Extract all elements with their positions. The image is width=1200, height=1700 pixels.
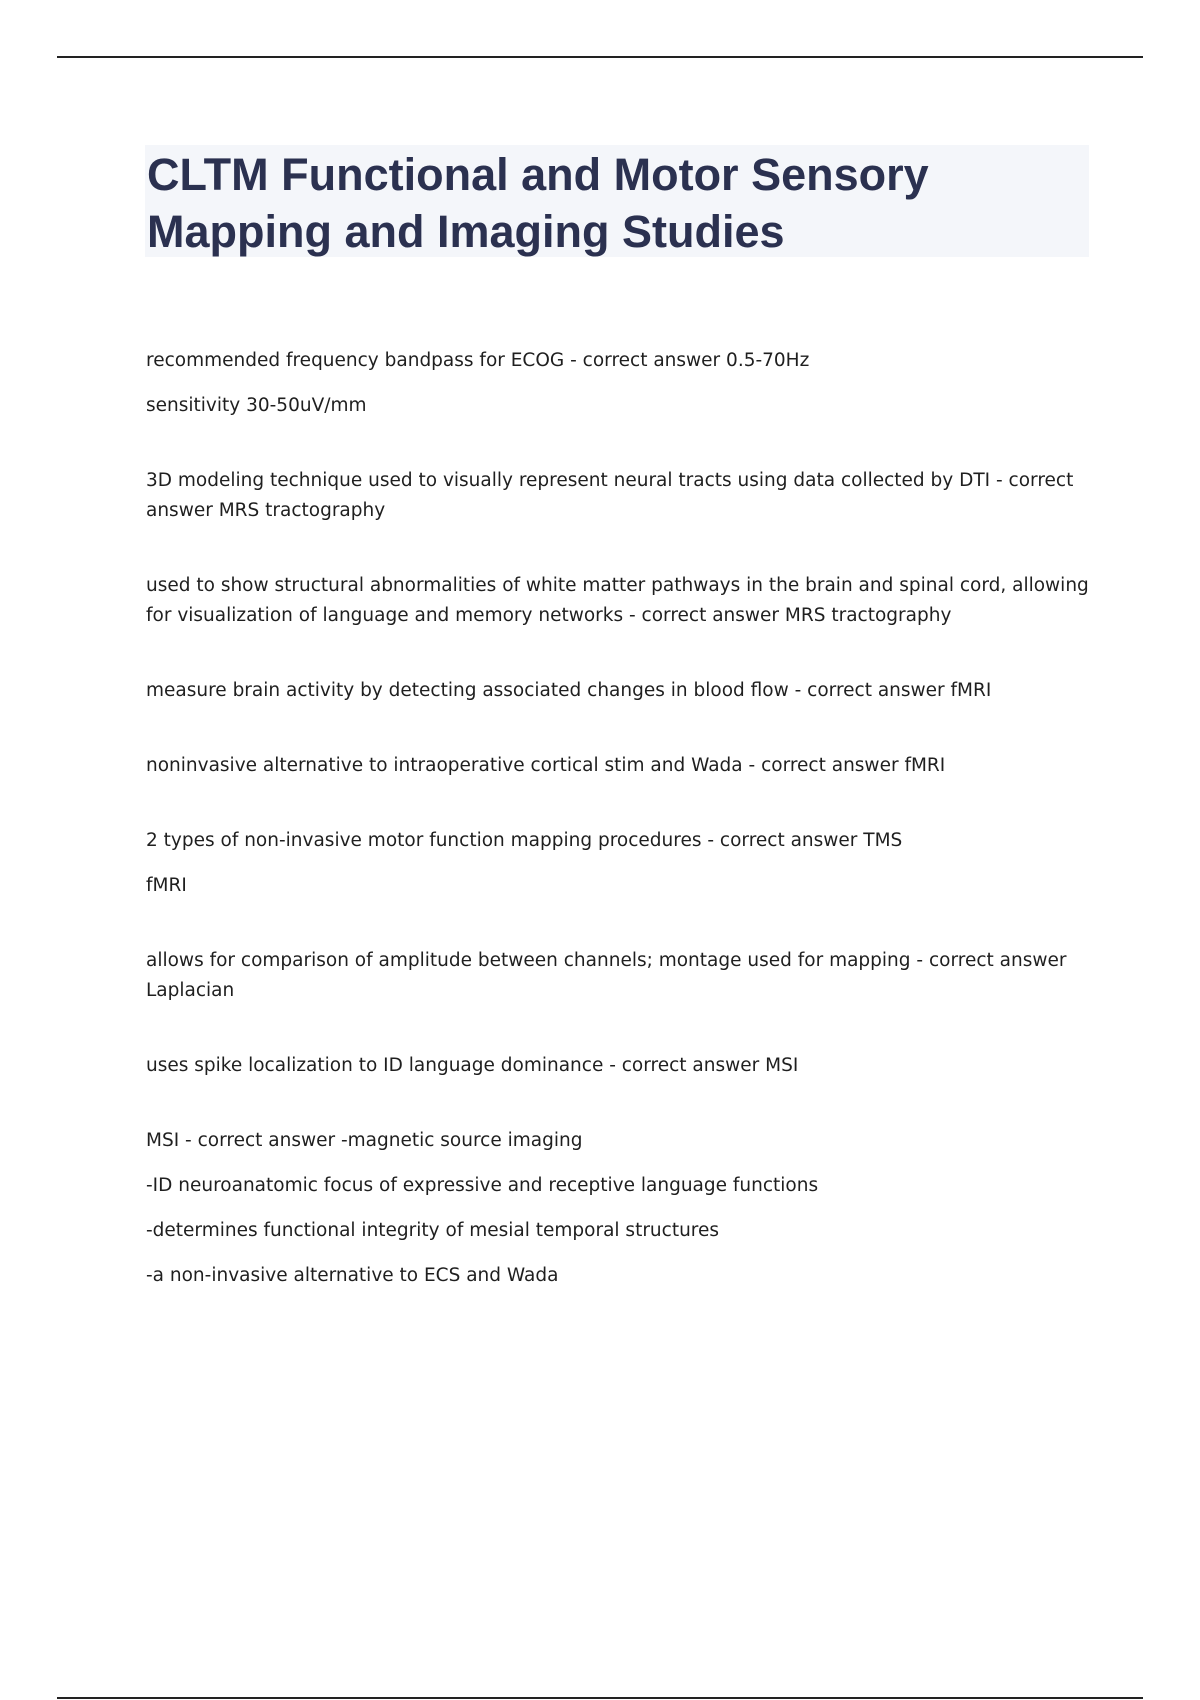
answer-text: fMRI bbox=[950, 680, 992, 701]
flashcard bbox=[146, 1051, 1096, 1081]
question-text: allows for comparison of amplitude between channels; montage used for mapping bbox=[146, 950, 911, 971]
flashcard bbox=[146, 1126, 1096, 1291]
question-text: MSI bbox=[146, 1130, 180, 1151]
flashcard bbox=[146, 346, 1096, 421]
flashcard-question bbox=[146, 751, 1096, 781]
answer-line: -ID neuroanatomic focus of expressive and receptive language functions bbox=[146, 1175, 819, 1196]
flashcard bbox=[146, 571, 1096, 631]
answer-separator: - correct answer bbox=[623, 605, 785, 626]
question-text: 3D modeling technique used to visually represent neural tracts using data collected by DTI bbox=[146, 470, 991, 491]
question-text: 2 types of non-invasive motor function mapping procedures bbox=[146, 830, 702, 851]
answer-separator: - correct answer bbox=[564, 350, 727, 371]
bottom-rule bbox=[57, 1697, 1143, 1699]
answer-line: fMRI bbox=[146, 875, 187, 896]
question-text: measure brain activity by detecting associated changes in blood flow bbox=[146, 680, 789, 701]
answer-text: TMS bbox=[863, 830, 903, 851]
flashcard-question bbox=[146, 946, 1096, 1006]
answer-text: 0.5-70Hz bbox=[726, 350, 810, 371]
flashcard-question bbox=[146, 466, 1096, 526]
flashcard-question bbox=[146, 571, 1096, 631]
question-text: noninvasive alternative to intraoperative cortical stim and Wada bbox=[146, 755, 743, 776]
flashcard bbox=[146, 946, 1096, 1006]
top-rule bbox=[57, 56, 1143, 58]
answer-text: Laplacian bbox=[146, 980, 235, 1001]
answer-separator: - correct answer bbox=[146, 470, 1074, 521]
flashcard-question bbox=[146, 1126, 1096, 1156]
question-text: uses spike localization to ID language dominance bbox=[146, 1055, 604, 1076]
question-text: used to show structural abnormalities of white matter pathways in the brain and spinal cord, allowing for visualization of language and memory networks bbox=[146, 575, 1089, 626]
flashcard-question bbox=[146, 826, 1096, 856]
answer-text: fMRI bbox=[904, 755, 946, 776]
flashcard bbox=[146, 676, 1096, 706]
flashcard-question bbox=[146, 346, 1096, 376]
flashcard-list bbox=[146, 346, 1096, 1306]
answer-line: -a non-invasive alternative to ECS and Wada bbox=[146, 1265, 559, 1286]
answer-text: MRS tractography bbox=[218, 500, 386, 521]
flashcard bbox=[146, 751, 1096, 781]
answer-text: MRS tractography bbox=[784, 605, 952, 626]
flashcard-question bbox=[146, 1051, 1096, 1081]
answer-separator: - correct answer bbox=[701, 830, 864, 851]
flashcard bbox=[146, 466, 1096, 526]
answer-separator: - correct answer bbox=[910, 950, 1067, 971]
answer-line: -determines functional integrity of mesial temporal structures bbox=[146, 1220, 720, 1241]
flashcard-question bbox=[146, 676, 1096, 706]
answer-separator: - correct answer bbox=[179, 1130, 341, 1151]
flashcard bbox=[146, 826, 1096, 901]
answer-separator: - correct answer bbox=[742, 755, 905, 776]
answer-separator: - correct answer bbox=[603, 1055, 766, 1076]
answer-line: sensitivity 30-50uV/mm bbox=[146, 395, 367, 416]
answer-separator: - correct answer bbox=[788, 680, 951, 701]
answer-text: MSI bbox=[765, 1055, 799, 1076]
answer-text: -magnetic source imaging bbox=[340, 1130, 583, 1151]
question-text: recommended frequency bandpass for ECOG bbox=[146, 350, 565, 371]
page-title: CLTM Functional and Motor Sensory Mapping and Imaging Studies bbox=[147, 149, 929, 257]
